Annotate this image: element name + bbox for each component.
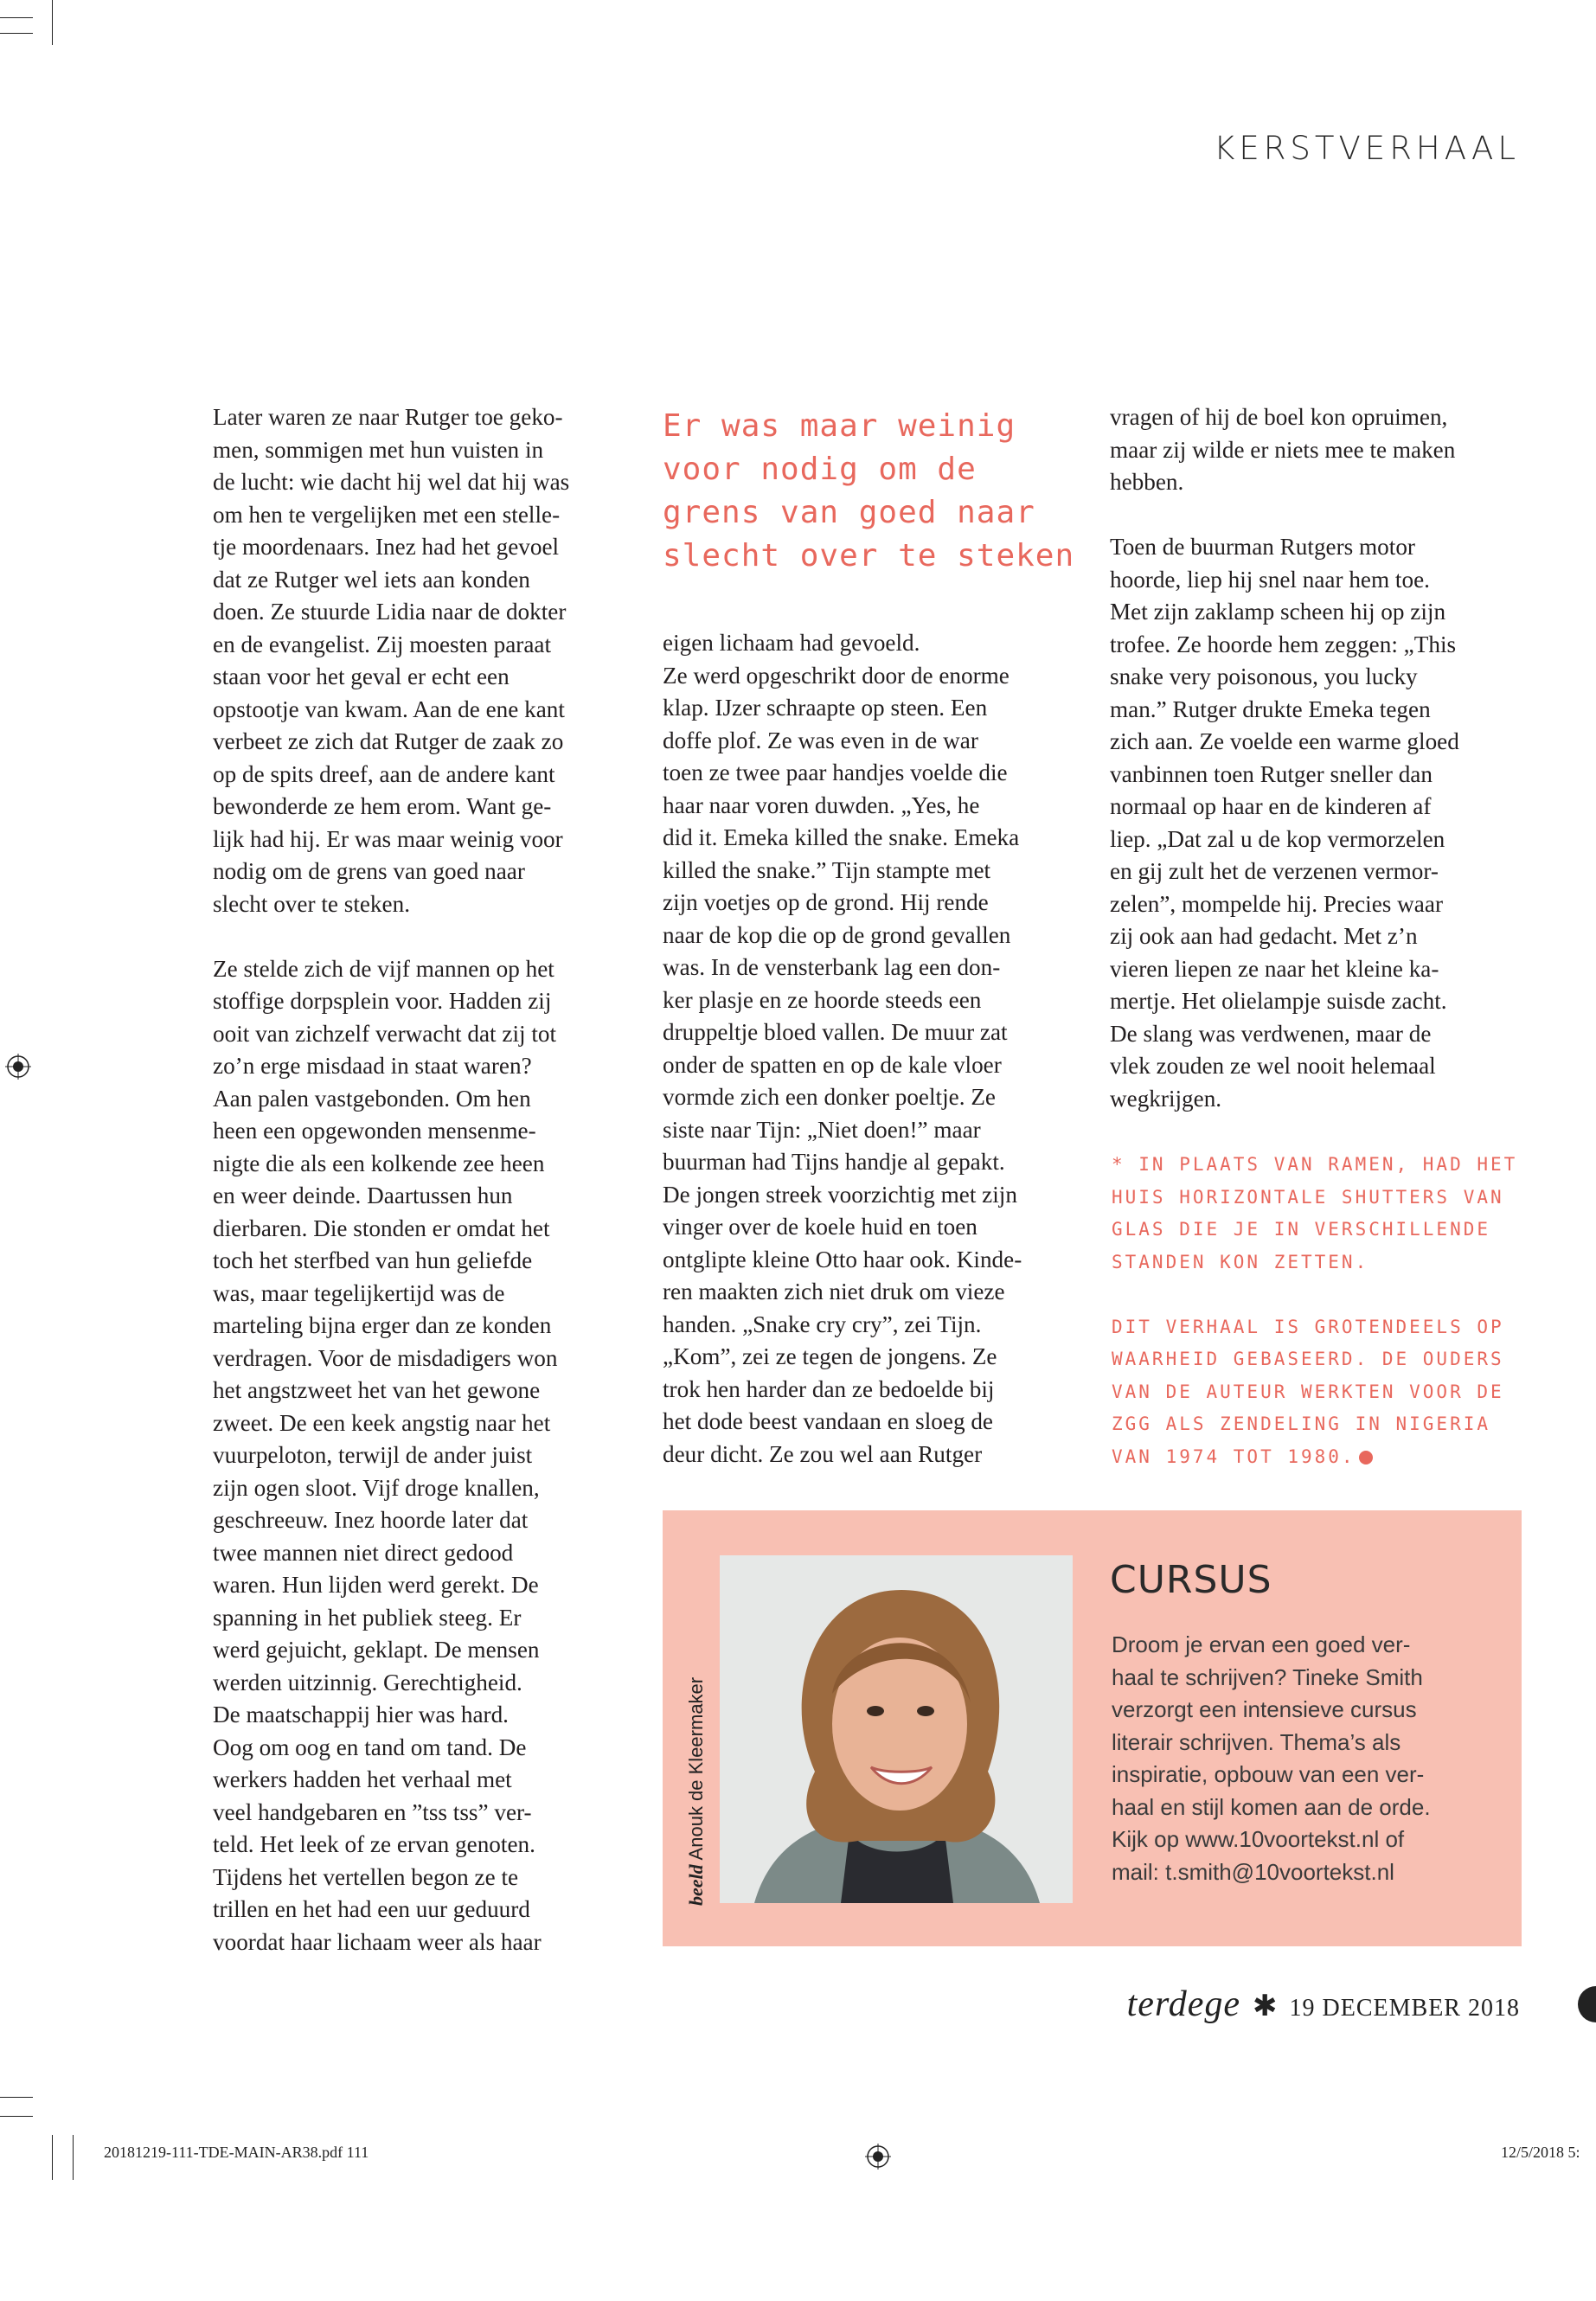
issue-date: 19 DECEMBER 2018 [1289, 1995, 1520, 2022]
text-column-2 [663, 627, 1078, 1471]
credit-label: beeld [685, 1864, 707, 1906]
footnotes [1112, 1149, 1527, 1473]
crop-mark [73, 2135, 74, 2180]
crop-mark [0, 2116, 33, 2117]
end-dot-icon [1359, 1451, 1373, 1465]
footnote-author [1112, 1311, 1527, 1474]
text-column-1 [213, 401, 628, 1958]
page-number-tab [1578, 1986, 1596, 2022]
paragraph: eigen lichaam had gevoeld. Ze werd opgeschrikt door de enorme klap. IJzer schraapte op steen. Een doffe plof. Ze was even in de war toen ze twee paar handjes voelde die haar naar voren duwden. „Yes, he did it. Emeka killed the snake. Emeka killed the snake.” Tijn stampte met zijn voetjes op de grond. Hij rende naar de kop die op de grond gevallen was. In de vensterbank lag een don- ker plasje en ze hoorde steeds een druppeltje bloed vallen. De muur zat onder de spatten en op de kale vloer vormde zich een donker poeltje. Ze siste naar Tijn: „Niet doen!” maar buurman had Tijns handje al gepakt. De jongen streek voorzichtig met zijn vinger over de koele huid en toen ontglipte kleine Otto haar ook. Kinde- ren maakten zich niet druk om vieze handen. „Snake cry cry”, zei Tijn. „Kom”, zei ze tegen de jongens. Ze trok hen harder dan ze bedoelde bij het dode beest vandaan en sloeg de deur dicht. Ze zou wel aan Rutger [663, 630, 1022, 1467]
paragraph: Toen de buurman Rutgers motor hoorde, liep hij snel naar hem toe. Met zijn zaklamp scheen hij op zijn trofee. Ze hoorde hem zeggen: „This snake very poisonous, you lucky man.” Rutger drukte Emeka tegen zich aan. Ze voelde een warme gloed vanbinnen toen Rutger sneller dan normaal op haar en de kinderen af liep. „Dat zal u de kop vermorzelen en gij zult het de verzenen vermor- zelen”, mompelde hij. Precies waar zij ook aan had gedacht. Met z’n vieren liepen ze naar het kleine ka- mertje. Het olielampje suisde zacht. De slang was verdwenen, maar de vlek zouden ze wel nooit helemaal wegkrijgen. [1110, 534, 1459, 1112]
author-photo [720, 1555, 1073, 1903]
footnote-author-text: DIT VERHAAL IS GROTENDEELS OP WAARHEID GEBASEERD. DE OUDERS VAN DE AUTEUR WERKTEN VOOR DE ZGG ALS ZENDELING IN NIGERIA VAN 1974 TOT 1980. [1112, 1316, 1504, 1467]
course-text: Droom je ervan een goed ver- haal te schrijven? Tineke Smith verzorgt een intensieve cursus literair schrijven. Thema’s als inspiratie, opbouw van een ver- haal en stijl komen aan de orde. Kijk op www.10voortekst.nl of mail: t.smith@10voortekst.nl [1112, 1631, 1431, 1885]
paragraph: vragen of hij de boel kon opruimen, maar zij wilde er niets mee te maken hebben. [1110, 404, 1456, 495]
section-title: KERSTVERHAAL [1214, 130, 1520, 167]
print-slug-file: 20181219-111-TDE-MAIN-AR38.pdf 111 [104, 2144, 369, 2161]
separator-star-icon: ✱ [1253, 1989, 1278, 2023]
paragraph: Later waren ze naar Rutger toe geko- men, sommigen met hun vuisten in de lucht: wie dacht hij wel dat hij was om hen te vergelijken met een stelle- tje moordenaars. Inez had het gevoel dat ze Rutger wel iets aan konden doen. Ze stuurde Lidia naar de dokter en de evangelist. Zij moesten paraat staan voor het geval er echt een opstootje van kwam. Aan de ene kant verbeet ze zich dat Rutger de zaak zo op de spits dreef, aan de andere kant bewonderde ze hem erom. Want ge- lijk had hij. Er was maar weinig voor nodig om de grens van goed naar slecht over te steken. [213, 404, 570, 917]
crop-mark [52, 0, 53, 45]
credit-name: Anouk de Kleermaker [685, 1676, 707, 1861]
print-slug-timestamp: 12/5/2018 5: [1501, 2144, 1580, 2161]
course-title: CURSUS [1110, 1558, 1272, 1602]
pull-quote: Er was maar weinig voor nodig om de grens van goed naar slecht over te steken [663, 408, 1075, 574]
registration-mark-icon [865, 2144, 891, 2170]
crop-mark [0, 17, 33, 18]
crop-mark [0, 2097, 33, 2098]
footnote-shutters: * IN PLAATS VAN RAMEN, HAD HET HUIS HORIZONTALE SHUTTERS VAN GLAS DIE JE IN VERSCHILLENDE STANDEN KON ZETTEN. [1112, 1154, 1518, 1272]
paragraph: Ze stelde zich de vijf mannen op het stoffige dorpsplein voor. Hadden zij ooit van zichzelf verwacht dat zij tot zo’n erge misdaad in staat waren? Aan palen vastgebonden. Om hen heen een opgewonden mensenme- nigte die als een kolkende zee heen en weer deinde. Daartussen hun dierbaren. Die stonden er omdat het toch het sterfbed van hun geliefde was, maar tegelijkertijd was de marteling bijna erger dan ze konden verdragen. Voor de misdadigers won het angstzweet het van het gewone zweet. De een keek angstig naar het vuurpeloton, terwijl de ander juist zijn ogen sloot. Vijf droge knallen, geschreeuw. Inez hoorde later dat twee mannen niet direct gedood waren. Hun lijden werd gerekt. De spanning in het publiek steeg. Er werd gejuicht, geklapt. De mensen werden uitzinnig. Gerechtigheid. De maatschappij hier was hard. Oog om oog en tand om tand. De werkers hadden het verhaal met veel handgebaren en ”tss tss” ver- teld. Het leek of ze ervan genoten. Tijdens het vertellen begon ze te trillen en het had een uur geduurd voordat haar lichaam weer als haar [213, 955, 558, 1955]
text-column-3 [1110, 401, 1525, 1115]
crop-mark [0, 33, 33, 34]
registration-mark-icon [5, 1054, 31, 1080]
brand-logo: terdege [1126, 1984, 1241, 2024]
page-footer [1127, 1984, 1520, 2025]
crop-mark [52, 2135, 53, 2180]
photo-credit [685, 1677, 708, 1906]
